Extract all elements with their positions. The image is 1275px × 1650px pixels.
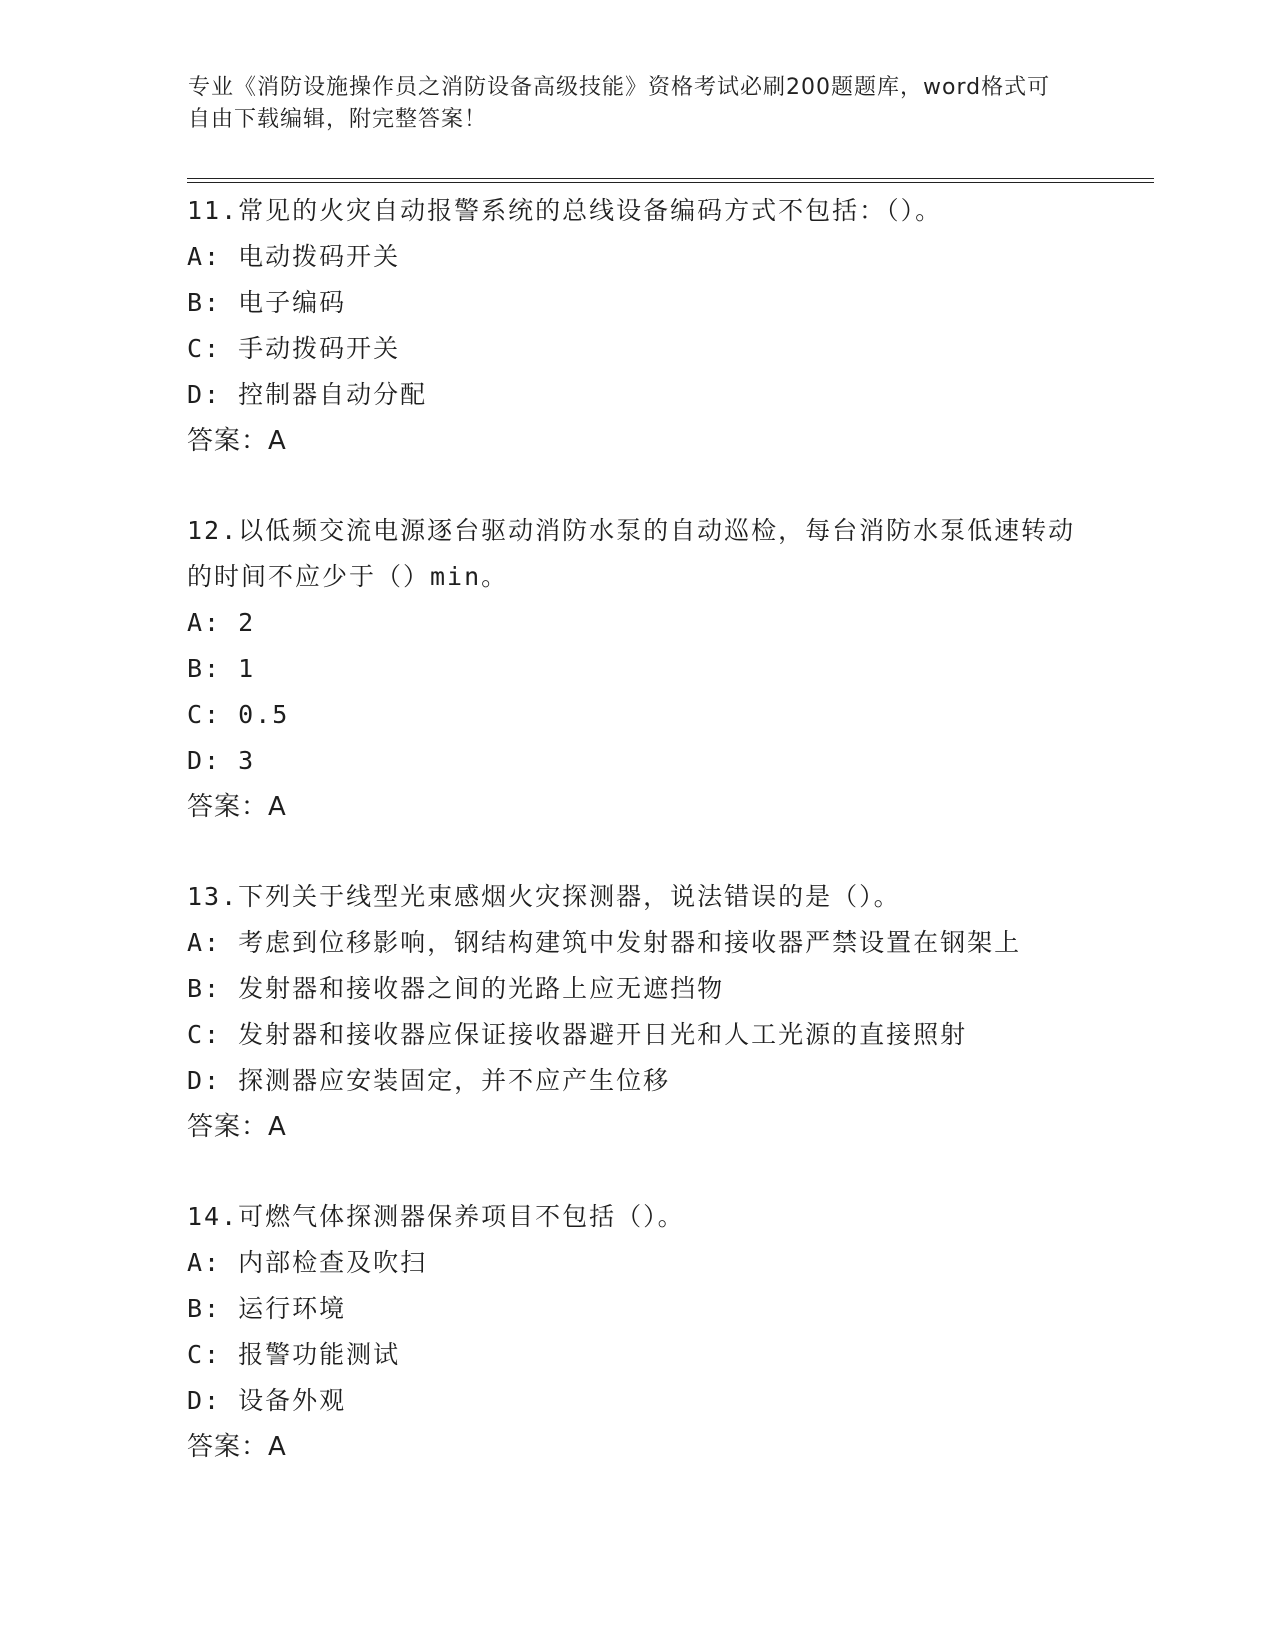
question-13 — [187, 874, 1087, 1150]
answer-line: 答案：A — [187, 1112, 287, 1142]
option-d: D: 控制器自动分配 — [187, 380, 428, 409]
question-stem: 11.常见的火灾自动报警系统的总线设备编码方式不包括：（）。 — [187, 196, 943, 225]
option-a: A: 内部检查及吹扫 — [187, 1248, 428, 1277]
answer-line: 答案：A — [187, 426, 287, 456]
option-c: C: 手动拨码开关 — [187, 334, 401, 363]
header-divider-top — [187, 178, 1154, 179]
question-stem: 12.以低频交流电源逐台驱动消防水泵的自动巡检，每台消防水泵低速转动的时间不应少于（）min。 — [187, 516, 1076, 591]
answer-line: 答案：A — [187, 1432, 287, 1462]
document-header: 专业《消防设施操作员之消防设备高级技能》资格考试必刷200题题库，word格式可自由下载编辑，附完整答案！ — [188, 75, 1051, 132]
header-divider-bottom — [187, 182, 1154, 183]
option-a: A: 2 — [187, 608, 256, 637]
answer-line: 答案：A — [187, 792, 287, 822]
option-d: D: 探测器应安装固定，并不应产生位移 — [187, 1066, 671, 1095]
option-c: C: 报警功能测试 — [187, 1340, 401, 1369]
question-12 — [187, 508, 1087, 830]
question-11 — [187, 188, 1087, 464]
question-14 — [187, 1194, 1087, 1470]
option-b: B: 运行环境 — [187, 1294, 347, 1323]
question-stem: 14.可燃气体探测器保养项目不包括（）。 — [187, 1202, 685, 1231]
option-a: A: 电动拨码开关 — [187, 242, 401, 271]
option-b: B: 1 — [187, 654, 256, 683]
option-c: C: 发射器和接收器应保证接收器避开日光和人工光源的直接照射 — [187, 1020, 968, 1049]
question-stem: 13.下列关于线型光束感烟火灾探测器，说法错误的是（）。 — [187, 882, 901, 911]
option-c: C: 0.5 — [187, 700, 290, 729]
option-b: B: 发射器和接收器之间的光路上应无遮挡物 — [187, 974, 725, 1003]
option-d: D: 设备外观 — [187, 1386, 347, 1415]
option-b: B: 电子编码 — [187, 288, 347, 317]
option-a: A: 考虑到位移影响，钢结构建筑中发射器和接收器严禁设置在钢架上 — [187, 928, 1022, 957]
option-d: D: 3 — [187, 746, 256, 775]
